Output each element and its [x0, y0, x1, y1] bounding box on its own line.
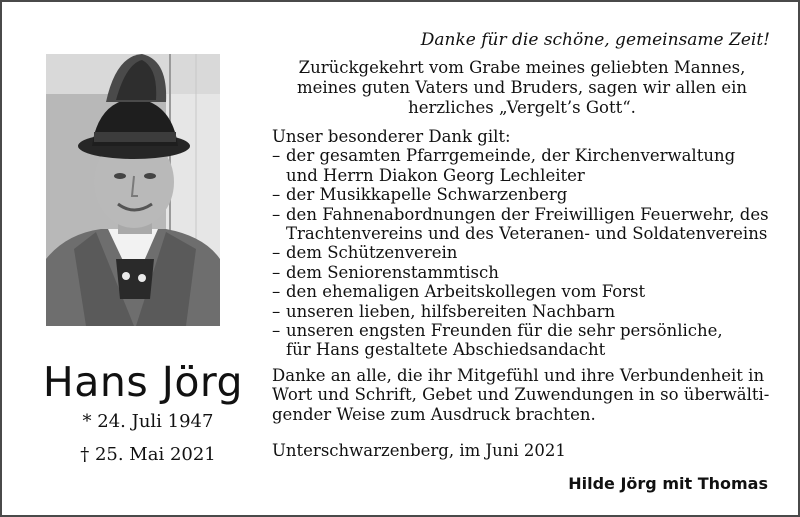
thanks-list-item: – den ehemaligen Arbeitskollegen vom Forst [272, 282, 646, 302]
motto: Danke für die schöne, gemeinsame Zeit! [420, 30, 770, 50]
birth-date: * 24. Juli 1947 [82, 411, 214, 432]
death-date: † 25. Mai 2021 [80, 444, 216, 465]
thanks-heading: Unser besonderer Dank gilt: [272, 127, 511, 146]
thanks-section [272, 127, 782, 360]
thanks-list-item: – unseren lieben, hilfsbereiten Nachbarn [272, 301, 616, 321]
thanks-list-item: – den Fahnenabordnungen der Freiwilligen Feuerwehr, des Trachtenvereins und des Veteranen- und Soldatenvereins [272, 204, 769, 244]
intro-text [274, 58, 770, 118]
thanks-list-item: – unseren engsten Freunden für die sehr persönliche, für Hans gestaltete Abschiedsandacht [272, 321, 723, 360]
thanks-list-item: – der Musikkapelle Schwarzenberg [272, 185, 568, 205]
place-date: Unterschwarzenberg, im Juni 2021 [272, 441, 566, 460]
thanks-list-item: – dem Seniorenstammtisch [272, 262, 499, 282]
thanks-list-item: – der gesamten Pfarrgemeinde, der Kirchenverwaltung und Herrn Diakon Georg Lechleiter [272, 146, 736, 185]
portrait-photo [46, 54, 220, 326]
signature: Hilde Jörg mit Thomas [568, 474, 768, 493]
intro-line: Zurückgekehrt vom Grabe meines geliebten Mannes, meines guten Vaters und Bruders, sagen wir allen ein herzliches „Vergelt’s Gott“. [296, 58, 748, 117]
portrait-illustration [46, 54, 220, 326]
closing-text: Danke an alle, die ihr Mitgefühl und ihre Verbundenheit in Wort und Schrift, Gebet und Zuwendungen in so überwälti- gender Weise zum Ausdruck brachten. [272, 366, 770, 424]
deceased-name: Hans Jörg [42, 358, 244, 406]
thanks-list [272, 146, 782, 359]
thanks-list-item: – dem Schützenverein [272, 243, 458, 263]
